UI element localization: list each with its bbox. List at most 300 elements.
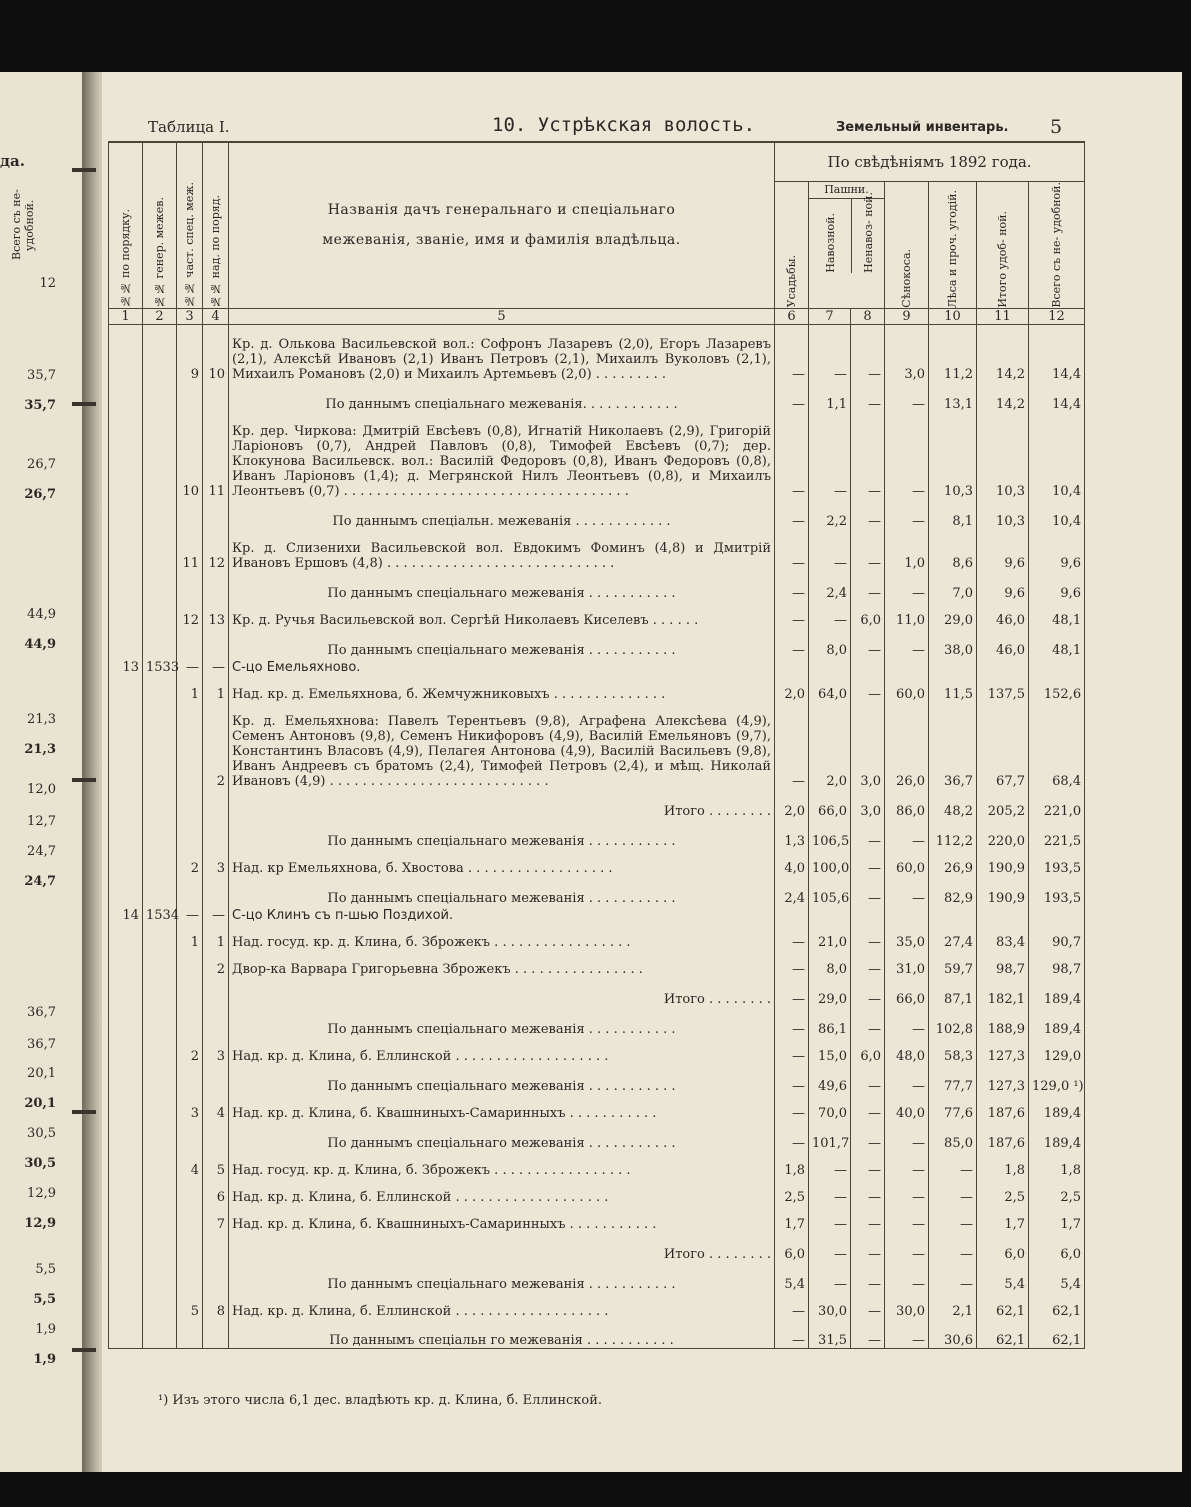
col-header-forest: Лѣса и проч. угодій. xyxy=(946,189,959,308)
cell-general xyxy=(143,382,177,412)
value-cell: 112,2 xyxy=(929,819,977,849)
value-cell: 85,0 xyxy=(929,1121,977,1151)
cell-special: 2 xyxy=(177,1037,203,1064)
cell-special: 11 xyxy=(177,529,203,571)
value-cell: — xyxy=(851,412,885,499)
value-cell: — xyxy=(851,1094,885,1121)
col-header-plough: Пашни. xyxy=(809,182,884,199)
value-cell: 189,4 xyxy=(1029,977,1085,1007)
value-cell: 13,1 xyxy=(929,382,977,412)
cell-allotment xyxy=(203,1232,229,1262)
left-page-value: 24,7 xyxy=(27,844,56,859)
value-cell: 10,3 xyxy=(929,412,977,499)
value-cell: 86,1 xyxy=(809,1007,851,1037)
binding-stitch xyxy=(72,168,96,172)
value-cell: 8,0 xyxy=(809,950,851,977)
table-row xyxy=(109,675,1085,702)
value-cell: — xyxy=(775,412,809,499)
value-cell: 1,0 xyxy=(885,529,929,571)
col-header-hayfield: Сѣнокоса. xyxy=(900,248,913,308)
cell-order xyxy=(109,789,143,819)
cell-special xyxy=(177,1121,203,1151)
value-cell: 9,6 xyxy=(1029,529,1085,571)
value-cell: 30,6 xyxy=(929,1319,977,1349)
cell-allotment: — xyxy=(203,658,229,675)
value-cell xyxy=(851,906,885,923)
value-cell: 62,1 xyxy=(977,1319,1029,1349)
value-cell: 3,0 xyxy=(851,789,885,819)
column-number: 1 xyxy=(109,308,143,324)
cell-order: 14 xyxy=(109,906,143,923)
value-cell: 31,0 xyxy=(885,950,929,977)
col-header-general: №№ генер. межев. xyxy=(153,196,166,308)
value-cell: 98,7 xyxy=(977,950,1029,977)
table-row xyxy=(109,1064,1085,1094)
left-page-value: 35,7 xyxy=(24,398,56,413)
value-cell: 6,0 xyxy=(775,1232,809,1262)
cell-special xyxy=(177,499,203,529)
cell-allotment xyxy=(203,1121,229,1151)
cell-special: 4 xyxy=(177,1151,203,1178)
value-cell: 188,9 xyxy=(977,1007,1029,1037)
column-number: 8 xyxy=(851,308,885,324)
value-cell: — xyxy=(775,702,809,789)
left-page-value: 20,1 xyxy=(27,1066,56,1081)
cell-special: 10 xyxy=(177,412,203,499)
cell-special xyxy=(177,876,203,906)
cell-general xyxy=(143,1151,177,1178)
cell-general xyxy=(143,950,177,977)
table-row xyxy=(109,702,1085,789)
value-cell: — xyxy=(775,601,809,628)
value-cell: — xyxy=(851,1007,885,1037)
value-cell: 40,0 xyxy=(885,1094,929,1121)
cell-order xyxy=(109,1121,143,1151)
left-page-value: 12,7 xyxy=(27,814,56,829)
value-cell: — xyxy=(775,499,809,529)
value-cell: 48,1 xyxy=(1029,628,1085,658)
value-cell: 1,3 xyxy=(775,819,809,849)
value-cell: — xyxy=(885,1007,929,1037)
owner-description: Кр. д. Олькова Васильевской вол.: Софронъ Лазаревъ (2,0), Егоръ Лазаревъ (2,1), Алексѣй Ивановъ (2,1) Иванъ Петровъ (2,1), Михаилъ Вуколовъ (2,1), Михаилъ Романовъ (2,0) и Михаилъ Артемьевъ (2,0) . . . . . . . . . xyxy=(229,324,775,382)
col-header-special: №№ част. спец. меж. xyxy=(183,182,196,308)
cell-special: 12 xyxy=(177,601,203,628)
value-cell: — xyxy=(775,1292,809,1319)
owner-description: Над. кр. д. Емельяхнова, б. Жемчужниковыхъ . . . . . . . . . . . . . . xyxy=(229,675,775,702)
cell-general xyxy=(143,977,177,1007)
value-cell: 220,0 xyxy=(977,819,1029,849)
page-title: 10. Устрѣкская волость. xyxy=(492,114,756,136)
value-cell xyxy=(809,906,851,923)
value-cell: 14,2 xyxy=(977,324,1029,382)
value-cell: 7,0 xyxy=(929,571,977,601)
value-cell: — xyxy=(851,1178,885,1205)
left-page-value: 30,5 xyxy=(27,1126,56,1141)
table-row xyxy=(109,1151,1085,1178)
value-cell: 68,4 xyxy=(1029,702,1085,789)
cell-general xyxy=(143,1037,177,1064)
value-cell: 48,0 xyxy=(885,1037,929,1064)
value-cell: 127,3 xyxy=(977,1037,1029,1064)
value-cell: — xyxy=(929,1151,977,1178)
cell-order xyxy=(109,382,143,412)
cell-order xyxy=(109,1292,143,1319)
col-header-grand-total: Всего съ не- удобной. xyxy=(1050,182,1064,308)
value-cell: — xyxy=(775,977,809,1007)
value-cell: — xyxy=(809,1232,851,1262)
value-cell: — xyxy=(775,923,809,950)
owner-description: Кр. д. Емельяхнова: Павелъ Терентьевъ (9,8), Аграфена Алексѣева (4,9), Семенъ Антоновъ (9,8), Семенъ Никифоровъ (4,9), Василій Емельяновъ (9,7), Константинъ Власовъ (4,9), Пелагея Антонова (4,9), Василій Васильевъ (9,8), Иванъ Андреевъ съ братомъ (2,4), Тимофей Петровъ (2,4), и мѣщ. Николай Ивановъ (4,9) . . . . . . . . . . . . . . . . . . . . . . . . . . . xyxy=(229,702,775,789)
col-header-title: Названія дачъ генеральнаго и спеціальнаго межеванія, званіе, имя и фамилія владѣльца. xyxy=(322,202,681,249)
value-cell: 6,0 xyxy=(1029,1232,1085,1262)
value-cell: — xyxy=(929,1232,977,1262)
value-cell: 1,8 xyxy=(1029,1151,1085,1178)
value-cell: — xyxy=(851,1232,885,1262)
cell-order xyxy=(109,977,143,1007)
cell-allotment xyxy=(203,789,229,819)
cell-order xyxy=(109,950,143,977)
value-cell: — xyxy=(851,499,885,529)
cell-special: 1 xyxy=(177,675,203,702)
binding-stitch xyxy=(72,778,96,782)
left-page-value: 5,5 xyxy=(35,1262,56,1277)
value-cell: 90,7 xyxy=(1029,923,1085,950)
cell-special xyxy=(177,628,203,658)
cell-general xyxy=(143,628,177,658)
cell-general xyxy=(143,324,177,382)
table-row xyxy=(109,412,1085,499)
value-cell: 48,2 xyxy=(929,789,977,819)
value-cell: 83,4 xyxy=(977,923,1029,950)
cell-general xyxy=(143,1319,177,1349)
cell-special xyxy=(177,1178,203,1205)
left-page-value: 44,9 xyxy=(27,607,56,622)
cell-general xyxy=(143,1292,177,1319)
cell-general xyxy=(143,1262,177,1292)
value-cell: 9,6 xyxy=(1029,571,1085,601)
cell-allotment xyxy=(203,571,229,601)
cell-allotment: 2 xyxy=(203,950,229,977)
owner-description: Над. кр. д. Клина, б. Еллинской . . . . . . . . . . . . . . . . . . . xyxy=(229,1037,775,1064)
value-cell: 26,0 xyxy=(885,702,929,789)
value-cell: 6,0 xyxy=(851,1037,885,1064)
value-cell: — xyxy=(885,1232,929,1262)
left-page-column-number: 12 xyxy=(39,276,56,291)
value-cell: 5,4 xyxy=(1029,1262,1085,1292)
cell-allotment xyxy=(203,876,229,906)
column-number: 12 xyxy=(1029,308,1085,324)
table-row xyxy=(109,1178,1085,1205)
cell-order xyxy=(109,412,143,499)
cell-special xyxy=(177,1232,203,1262)
column-number: 9 xyxy=(885,308,929,324)
special-survey-label: По даннымъ спеціальнаго межеванія. . . . . . . . . . . . xyxy=(229,382,775,412)
value-cell: 8,0 xyxy=(809,628,851,658)
value-cell xyxy=(1029,658,1085,675)
value-cell: 137,5 xyxy=(977,675,1029,702)
cell-allotment: 1 xyxy=(203,923,229,950)
special-survey-label: По даннымъ спеціальнаго межеванія . . . . . . . . . . . xyxy=(229,1064,775,1094)
cell-general xyxy=(143,1064,177,1094)
value-cell: 2,4 xyxy=(775,876,809,906)
left-page-value: 30,5 xyxy=(24,1156,56,1171)
cell-order xyxy=(109,324,143,382)
value-cell: 1,7 xyxy=(977,1205,1029,1232)
left-page-value: 36,7 xyxy=(27,1037,56,1052)
table-row xyxy=(109,906,1085,923)
value-cell: — xyxy=(885,1121,929,1151)
value-cell: — xyxy=(775,382,809,412)
cell-allotment: 4 xyxy=(203,1094,229,1121)
special-survey-label: По даннымъ спеціальн. межеванія . . . . . . . . . . . . xyxy=(229,499,775,529)
cell-special: — xyxy=(177,906,203,923)
value-cell: 49,6 xyxy=(809,1064,851,1094)
value-cell: 10,3 xyxy=(977,412,1029,499)
table-label: Таблица I. xyxy=(148,118,230,136)
cell-special: 3 xyxy=(177,1094,203,1121)
value-cell: 14,4 xyxy=(1029,324,1085,382)
value-cell xyxy=(775,906,809,923)
value-cell: 100,0 xyxy=(809,849,851,876)
cell-general xyxy=(143,876,177,906)
cell-allotment: 3 xyxy=(203,1037,229,1064)
table-row xyxy=(109,819,1085,849)
column-number-row xyxy=(109,308,1085,324)
cell-allotment: 10 xyxy=(203,324,229,382)
cell-order xyxy=(109,1319,143,1349)
value-cell xyxy=(851,658,885,675)
owner-description: Над. кр. д. Клина, б. Квашниныхъ-Самаринныхъ . . . . . . . . . . . xyxy=(229,1205,775,1232)
footnote: ¹) Изъ этого числа 6,1 дес. владѣють кр. д. Клина, б. Еллинской. xyxy=(158,1393,603,1408)
owner-description: Кр. д. Слизенихи Васильевской вол. Евдокимъ Фоминъ (4,8) и Дмитрій Ивановъ Ершовъ (4,8) . . . . . . . . . . . . . . . . . . . . . . . . . . . . xyxy=(229,529,775,571)
value-cell: 9,6 xyxy=(977,571,1029,601)
value-cell: — xyxy=(851,675,885,702)
value-cell xyxy=(775,658,809,675)
value-cell: — xyxy=(851,1292,885,1319)
table-row xyxy=(109,499,1085,529)
special-survey-label: По даннымъ спеціальнаго межеванія . . . . . . . . . . . xyxy=(229,628,775,658)
cell-allotment: 5 xyxy=(203,1151,229,1178)
value-cell: 2,0 xyxy=(809,702,851,789)
value-cell xyxy=(929,658,977,675)
cell-allotment xyxy=(203,1319,229,1349)
value-cell: 11,0 xyxy=(885,601,929,628)
value-cell: 62,1 xyxy=(977,1292,1029,1319)
value-cell: 59,7 xyxy=(929,950,977,977)
cell-allotment xyxy=(203,628,229,658)
value-cell: 10,3 xyxy=(977,499,1029,529)
value-cell: 101,7 xyxy=(809,1121,851,1151)
value-cell: — xyxy=(775,1121,809,1151)
left-page-value: 20,1 xyxy=(24,1096,56,1111)
col-header-arable-total: Итого удоб- ной. xyxy=(996,210,1009,308)
table-row xyxy=(109,1232,1085,1262)
value-cell: 190,9 xyxy=(977,876,1029,906)
cell-special xyxy=(177,571,203,601)
value-cell: 187,6 xyxy=(977,1121,1029,1151)
section-title: Земельный инвентарь. xyxy=(836,120,1009,135)
value-cell: 205,2 xyxy=(977,789,1029,819)
value-cell: — xyxy=(885,1151,929,1178)
cell-special xyxy=(177,950,203,977)
cell-special: 1 xyxy=(177,923,203,950)
section-title: С-цо Емельяхново. xyxy=(229,658,775,675)
cell-general xyxy=(143,1205,177,1232)
value-cell: — xyxy=(851,977,885,1007)
cell-order xyxy=(109,1037,143,1064)
table-row xyxy=(109,382,1085,412)
table-row xyxy=(109,1262,1085,1292)
left-page-value: 12,0 xyxy=(27,782,56,797)
cell-allotment: 6 xyxy=(203,1178,229,1205)
column-number: 10 xyxy=(929,308,977,324)
value-cell: — xyxy=(885,876,929,906)
col-header-unmanured: Ненавоз- ной. xyxy=(861,192,875,273)
table-row xyxy=(109,789,1085,819)
owner-description: Над. кр. д. Клина, б. Квашниныхъ-Самаринныхъ . . . . . . . . . . . xyxy=(229,1094,775,1121)
table-body xyxy=(109,324,1085,1349)
table-row xyxy=(109,1094,1085,1121)
cell-general xyxy=(143,1121,177,1151)
cell-general xyxy=(143,849,177,876)
value-cell: — xyxy=(775,529,809,571)
value-cell: 30,0 xyxy=(885,1292,929,1319)
value-cell: — xyxy=(851,950,885,977)
value-cell: — xyxy=(775,950,809,977)
value-cell: 30,0 xyxy=(809,1292,851,1319)
value-cell xyxy=(809,658,851,675)
value-cell: 4,0 xyxy=(775,849,809,876)
cell-general xyxy=(143,819,177,849)
value-cell: 27,4 xyxy=(929,923,977,950)
value-cell: — xyxy=(775,628,809,658)
cell-general xyxy=(143,675,177,702)
value-cell: — xyxy=(885,382,929,412)
cell-general: 1534 xyxy=(143,906,177,923)
table-row xyxy=(109,529,1085,571)
left-page-value: 35,7 xyxy=(27,368,56,383)
value-cell xyxy=(885,658,929,675)
table-row xyxy=(109,658,1085,675)
column-number: 3 xyxy=(177,308,203,324)
value-cell: — xyxy=(775,1007,809,1037)
value-cell: — xyxy=(775,571,809,601)
value-cell: 193,5 xyxy=(1029,849,1085,876)
value-cell: 87,1 xyxy=(929,977,977,1007)
value-cell: 31,5 xyxy=(809,1319,851,1349)
value-cell: 66,0 xyxy=(809,789,851,819)
owner-description: Кр. д. Ручья Васильевской вол. Сергѣй Николаевъ Киселевъ . . . . . . xyxy=(229,601,775,628)
table-row xyxy=(109,1121,1085,1151)
value-cell: — xyxy=(851,1151,885,1178)
value-cell: 86,0 xyxy=(885,789,929,819)
cell-order xyxy=(109,849,143,876)
cell-order xyxy=(109,628,143,658)
value-cell: 82,9 xyxy=(929,876,977,906)
table-row xyxy=(109,601,1085,628)
value-cell: — xyxy=(809,601,851,628)
value-cell: 67,7 xyxy=(977,702,1029,789)
value-cell: 221,5 xyxy=(1029,819,1085,849)
cell-allotment xyxy=(203,499,229,529)
special-survey-label: По даннымъ спеціальн го межеванія . . . . . . . . . . . xyxy=(229,1319,775,1349)
value-cell: — xyxy=(809,1262,851,1292)
cell-special xyxy=(177,702,203,789)
cell-general xyxy=(143,412,177,499)
column-number: 11 xyxy=(977,308,1029,324)
binding-stitch xyxy=(72,1110,96,1114)
table-row xyxy=(109,1205,1085,1232)
value-cell: — xyxy=(775,324,809,382)
cell-general xyxy=(143,1178,177,1205)
owner-description: Над. госуд. кр. д. Клина, б. Зброжекъ . . . . . . . . . . . . . . . . . xyxy=(229,1151,775,1178)
value-cell: 193,5 xyxy=(1029,876,1085,906)
column-number: 6 xyxy=(775,308,809,324)
value-cell: 21,0 xyxy=(809,923,851,950)
col-header-allotment: №№ над. по поряд. xyxy=(209,194,222,308)
value-cell: 2,0 xyxy=(775,789,809,819)
value-cell: 1,7 xyxy=(775,1205,809,1232)
col-header-manured: Навозной. xyxy=(823,213,837,273)
value-cell: 190,9 xyxy=(977,849,1029,876)
cell-order xyxy=(109,1232,143,1262)
value-cell: 62,1 xyxy=(1029,1292,1085,1319)
value-cell: — xyxy=(851,1205,885,1232)
cell-special xyxy=(177,1007,203,1037)
value-cell: 105,6 xyxy=(809,876,851,906)
special-survey-label: По даннымъ спеціальнаго межеванія . . . . . . . . . . . xyxy=(229,1121,775,1151)
value-cell: — xyxy=(775,1037,809,1064)
subtotal-label: Итого . . . . . . . . xyxy=(229,789,775,819)
value-cell: 2,0 xyxy=(775,675,809,702)
cell-special xyxy=(177,789,203,819)
binding-stitch xyxy=(72,402,96,406)
left-page-value: 5,5 xyxy=(33,1292,56,1307)
binding-stitch xyxy=(72,1348,96,1352)
value-cell: 221,0 xyxy=(1029,789,1085,819)
value-cell: 189,4 xyxy=(1029,1007,1085,1037)
cell-allotment: 12 xyxy=(203,529,229,571)
value-cell: — xyxy=(809,1205,851,1232)
value-cell: 46,0 xyxy=(977,601,1029,628)
column-number: 5 xyxy=(229,308,775,324)
value-cell: 11,2 xyxy=(929,324,977,382)
cell-allotment xyxy=(203,1262,229,1292)
owner-description: Кр. дер. Чиркова: Дмитрій Евсѣевъ (0,8), Игнатій Николаевъ (2,9), Григорій Ларіоновъ (0,7), Андрей Павловъ (0,8), Тимофей Евсѣевъ (0,7); дер. Клокунова Васильевск. вол.: Василій Федоровъ (0,8), Иванъ Федоровъ (0,8), Иванъ Ларіоновъ (1,4); д. Мегрянской Нилъ Леонтьевъ (0,8), и Михаилъ Леонтьевъ (0,7) . . . . . . . . . . . . . . . . . . . . . . . . . . . . . . . . . . . xyxy=(229,412,775,499)
value-cell: 189,4 xyxy=(1029,1121,1085,1151)
value-cell: 2,1 xyxy=(929,1292,977,1319)
value-cell: 6,0 xyxy=(851,601,885,628)
cell-special: 5 xyxy=(177,1292,203,1319)
value-cell: — xyxy=(885,628,929,658)
value-cell: 152,6 xyxy=(1029,675,1085,702)
cell-special xyxy=(177,1205,203,1232)
value-cell: 29,0 xyxy=(929,601,977,628)
value-cell: 127,3 xyxy=(977,1064,1029,1094)
cell-general xyxy=(143,1007,177,1037)
cell-special xyxy=(177,1262,203,1292)
left-page-heading: да. xyxy=(0,152,25,170)
cell-special xyxy=(177,819,203,849)
cell-order xyxy=(109,923,143,950)
value-cell: — xyxy=(851,876,885,906)
cell-allotment: 8 xyxy=(203,1292,229,1319)
value-cell: — xyxy=(929,1205,977,1232)
value-cell: — xyxy=(885,819,929,849)
value-cell: 1,8 xyxy=(775,1151,809,1178)
cell-special xyxy=(177,1319,203,1349)
value-cell: 2,5 xyxy=(775,1178,809,1205)
